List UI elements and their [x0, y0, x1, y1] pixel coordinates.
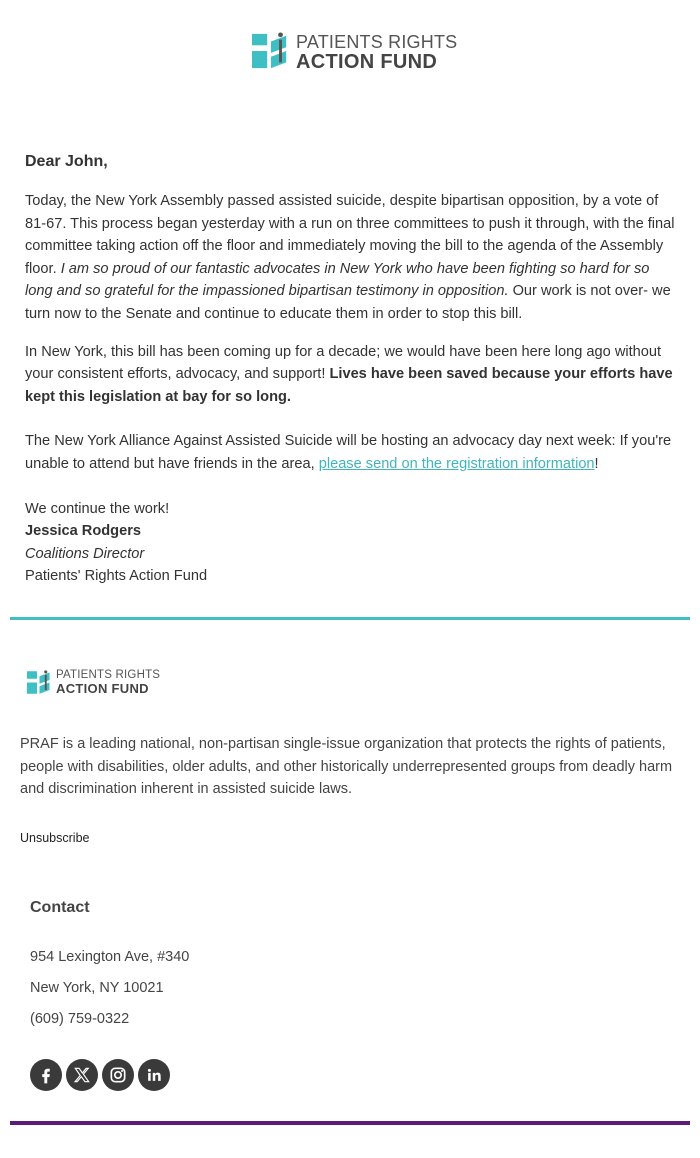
- greeting: Dear John,: [25, 153, 108, 170]
- p1-text: Today, the New York Assembly passed assisted suicide, despite bipartisan opposition, by a vote of 81-67. This process began yesterday with a run on three committees to push it through, with the final committee taking action off the floor and immediately moving the bill to the agenda of the Assembly floor.: [25, 193, 675, 277]
- p2-text: In New York, this bill has been coming up for a decade; we would have been here long ago without your consistent efforts, advocacy, and support!: [25, 343, 662, 383]
- signer-org: Patients' Rights Action Fund: [25, 568, 208, 585]
- signature-block: [25, 498, 677, 588]
- header-logo[interactable]: [252, 30, 458, 74]
- linkedin-icon[interactable]: [138, 1059, 170, 1091]
- signer-name: Jessica Rodgers: [25, 523, 142, 540]
- social-links: [30, 1059, 170, 1091]
- registration-link[interactable]: please send on the registration information: [318, 455, 595, 472]
- p1-tail: Our work is not over- we turn now to the Senate and continue to educate them in order to stop this bill.: [25, 283, 671, 322]
- address-line-1: 954 Lexington Ave, #340: [30, 949, 190, 965]
- instagram-icon[interactable]: [102, 1059, 134, 1091]
- p2-bold: Lives have been saved because your efforts have kept this legislation at bay for so long.: [25, 366, 673, 405]
- unsubscribe-link[interactable]: Unsubscribe: [20, 831, 90, 845]
- closing-line: We continue the work!: [25, 500, 170, 517]
- logo-text-bottom: ACTION FUND: [296, 51, 438, 73]
- teal-divider: [10, 617, 690, 620]
- phone-number[interactable]: (609) 759-0322: [30, 1011, 130, 1027]
- signer-title: Coalitions Director: [25, 545, 145, 562]
- praf-logo-mark-icon: [27, 670, 52, 695]
- paragraph-3: [25, 430, 677, 475]
- p3-tail: !: [594, 455, 599, 472]
- letter-body: [25, 150, 677, 588]
- logo-text-top: PATIENTS RIGHTS: [296, 32, 458, 52]
- paragraph-2: [25, 341, 677, 409]
- contact-heading: Contact: [30, 899, 90, 916]
- footer-logo[interactable]: [27, 669, 167, 697]
- footer-logo-text-top: PATIENTS RIGHTS: [56, 669, 161, 681]
- facebook-icon[interactable]: [30, 1059, 62, 1091]
- x-icon[interactable]: [66, 1059, 98, 1091]
- p1-italic: I am so proud of our fantastic advocates in New York who have been fighting so hard for so long and so grateful for the impassioned bipartisan testimony in opposition.: [25, 260, 650, 300]
- address-line-2: New York, NY 10021: [30, 980, 164, 996]
- paragraph-1: [25, 190, 677, 326]
- footer-logo-text-bottom: ACTION FUND: [56, 681, 149, 696]
- purple-divider: [10, 1121, 690, 1125]
- p3-text: The New York Alliance Against Assisted Suicide will be hosting an advocacy day next week: If you're unable to attend but have friends in the area,: [25, 433, 672, 472]
- praf-logo-mark-icon: [252, 32, 290, 70]
- about-text: PRAF is a leading national, non-partisan single-issue organization that protects the rights of patients, people with disabilities, older adults, and other historically underrepresented groups from deadly harm and discrimination inherent in assisted suicide laws.: [20, 736, 673, 798]
